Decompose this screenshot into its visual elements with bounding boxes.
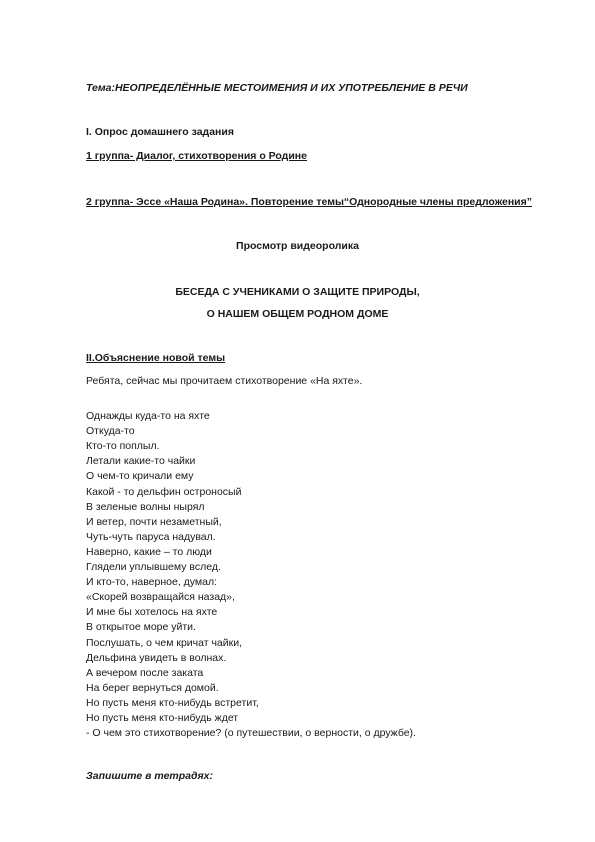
poem-line: Кто-то поплыл. xyxy=(86,440,160,453)
group1-line: 1 группа- Диалог, стихотворения о Родине xyxy=(86,150,307,162)
poem-line: А вечером после заката xyxy=(86,666,204,679)
poem-line: Послушать, о чем кричат чайки, xyxy=(86,636,243,649)
poem-line: Дельфина увидеть в волнах. xyxy=(86,651,227,664)
poem-line: И мне бы хотелось на яхте xyxy=(86,606,218,619)
poem-line: Но пусть меня кто-нибудь ждет xyxy=(86,712,239,724)
poem-line: «Скорей возвращайся назад», xyxy=(86,591,235,604)
poem-line: В открытое море уйти. xyxy=(86,621,196,634)
poem-line: О чем-то кричали ему xyxy=(86,470,194,483)
poem-line: Чуть-чуть паруса надувал. xyxy=(86,530,216,543)
talk-line-2: О НАШЕМ ОБЩЕМ РОДНОМ ДОМЕ xyxy=(206,308,389,320)
video-title: Просмотр видеоролика xyxy=(236,240,359,252)
poem-line: Но пусть меня кто-нибудь встретит, xyxy=(86,696,259,709)
section1-heading: I. Опрос домашнего задания xyxy=(86,126,234,138)
poem-line: Глядели уплывшему вслед. xyxy=(86,561,221,573)
topic-title: Тема:НЕОПРЕДЕЛЁННЫЕ МЕСТОИМЕНИЯ И ИХ УПОТРЕБЛЕНИЕ В РЕЧИ xyxy=(86,82,468,94)
group2-line: 2 группа- Эссе «Наша Родина». Повторение темы“Однородные члены предложения” xyxy=(86,196,533,208)
poem-line: И кто-то, наверное, думал: xyxy=(86,576,218,589)
poem-line: На берег вернуться домой. xyxy=(86,681,219,694)
section2-intro: Ребята, сейчас мы прочитаем стихотворение «На яхте». xyxy=(86,375,363,387)
poem-line: И ветер, почти незаметный, xyxy=(86,515,222,528)
poem-line: Однажды куда-то на яхте xyxy=(86,410,210,422)
section2-heading: II.Объяснение новой темы xyxy=(86,352,226,364)
talk-line-1: БЕСЕДА С УЧЕНИКАМИ О ЗАЩИТЕ ПРИРОДЫ, xyxy=(175,286,420,298)
poem-line: Откуда-то xyxy=(86,425,135,438)
poem-line: Какой - то дельфин остроносый xyxy=(86,485,242,498)
poem-line: Наверно, какие – то люди xyxy=(86,545,212,558)
poem-line: Летали какие-то чайки xyxy=(86,455,196,468)
poem-line: - О чем это стихотворение? (о путешествии, о верности, о дружбе). xyxy=(86,727,416,740)
poem-line: В зеленые волны нырял xyxy=(86,500,205,513)
write-down-heading: Запишите в тетрадях: xyxy=(86,770,214,782)
